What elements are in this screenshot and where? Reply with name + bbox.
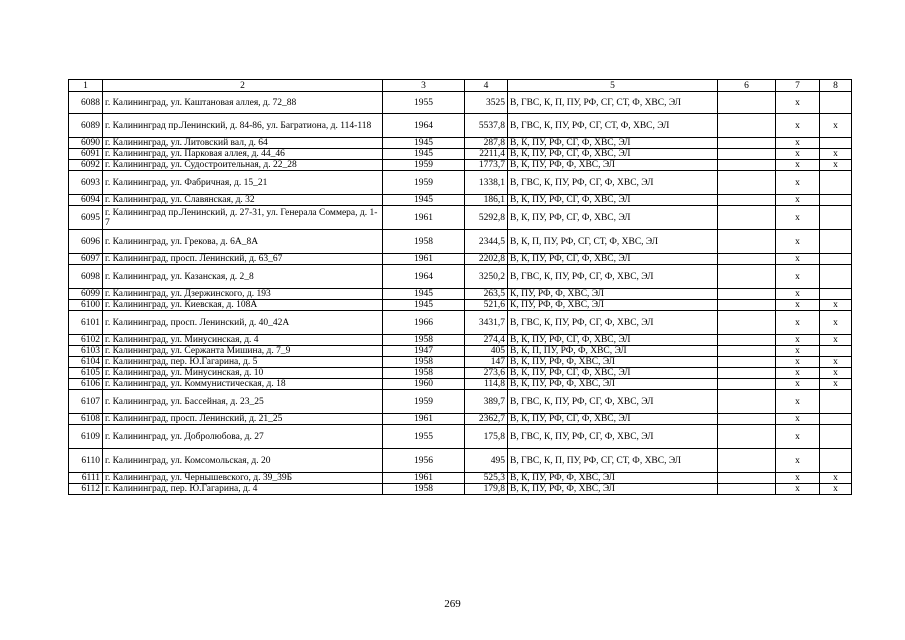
row-area: 521,6 (465, 300, 508, 311)
row-number: 6090 (69, 138, 103, 149)
row-utilities: В, ГВС, К, ПУ, РФ, СГ, Ф, ХВС, ЭЛ (508, 425, 718, 449)
row-col8-mark: x (820, 368, 852, 379)
row-year: 1958 (383, 368, 465, 379)
row-col8-mark: x (820, 484, 852, 495)
row-col6 (718, 390, 776, 414)
table-row (69, 289, 852, 300)
table-row (69, 311, 852, 335)
row-utilities: В, К, ПУ, РФ, СГ, Ф, ХВС, ЭЛ (508, 195, 718, 206)
row-area: 287,8 (465, 138, 508, 149)
row-area: 3525 (465, 92, 508, 114)
row-area: 186,1 (465, 195, 508, 206)
row-year: 1945 (383, 149, 465, 160)
row-col7-mark: x (776, 171, 820, 195)
row-col8-mark: x (820, 311, 852, 335)
row-address: г. Калининград, ул. Парковая аллея, д. 44_46 (103, 149, 383, 160)
row-utilities: В, ГВС, К, П, ПУ, РФ, СГ, СТ, Ф, ХВС, ЭЛ (508, 92, 718, 114)
row-col6 (718, 254, 776, 265)
row-utilities: В, К, ПУ, РФ, СГ, Ф, ХВС, ЭЛ (508, 335, 718, 346)
row-address: г. Калининград, просп. Ленинский, д. 63_67 (103, 254, 383, 265)
row-area: 525,3 (465, 473, 508, 484)
row-col6 (718, 379, 776, 390)
row-number: 6108 (69, 414, 103, 425)
row-year: 1947 (383, 346, 465, 357)
row-col8-mark (820, 425, 852, 449)
row-col7-mark: x (776, 484, 820, 495)
row-col8-mark: x (820, 300, 852, 311)
row-col7-mark: x (776, 300, 820, 311)
row-area: 5292,8 (465, 206, 508, 230)
row-col8-mark (820, 265, 852, 289)
row-number: 6107 (69, 390, 103, 414)
row-col7-mark: x (776, 206, 820, 230)
row-address: г. Калининград, ул. Коммунистическая, д. 18 (103, 379, 383, 390)
row-address: г. Калининград, ул. Добролюбова, д. 27 (103, 425, 383, 449)
row-year: 1961 (383, 206, 465, 230)
column-header-2: 2 (103, 80, 383, 92)
row-col7-mark: x (776, 390, 820, 414)
row-col6 (718, 206, 776, 230)
row-utilities: В, ГВС, К, ПУ, РФ, СГ, Ф, ХВС, ЭЛ (508, 265, 718, 289)
row-number: 6088 (69, 92, 103, 114)
row-area: 263,5 (465, 289, 508, 300)
row-number: 6092 (69, 160, 103, 171)
row-address: г. Калининград пр.Ленинский, д. 27-31, ул. Генерала Соммера, д. 1-7 (103, 206, 383, 230)
row-col6 (718, 368, 776, 379)
table-row (69, 230, 852, 254)
column-header-1: 1 (69, 80, 103, 92)
row-col8-mark: x (820, 473, 852, 484)
table-body (69, 80, 852, 495)
row-col8-mark (820, 289, 852, 300)
row-number: 6103 (69, 346, 103, 357)
row-col7-mark: x (776, 357, 820, 368)
row-address: г. Калининград, ул. Сержанта Мишина, д. 7_9 (103, 346, 383, 357)
row-address: г. Калининград, ул. Судостроительная, д. 22_28 (103, 160, 383, 171)
row-year: 1959 (383, 160, 465, 171)
row-col6 (718, 335, 776, 346)
row-address: г. Калининград, ул. Минусинская, д. 10 (103, 368, 383, 379)
row-number: 6104 (69, 357, 103, 368)
row-col8-mark: x (820, 160, 852, 171)
row-area: 389,7 (465, 390, 508, 414)
row-number: 6096 (69, 230, 103, 254)
row-col7-mark: x (776, 289, 820, 300)
row-col8-mark: x (820, 357, 852, 368)
row-address: г. Калининград, ул. Грекова, д. 6А_8А (103, 230, 383, 254)
row-utilities: В, К, ПУ, РФ, Ф, ХВС, ЭЛ (508, 357, 718, 368)
row-year: 1964 (383, 114, 465, 138)
row-number: 6101 (69, 311, 103, 335)
row-utilities: В, ГВС, К, ПУ, РФ, СГ, Ф, ХВС, ЭЛ (508, 390, 718, 414)
row-col7-mark: x (776, 368, 820, 379)
row-address: г. Калининград, просп. Ленинский, д. 40_42А (103, 311, 383, 335)
row-number: 6102 (69, 335, 103, 346)
row-col6 (718, 230, 776, 254)
row-utilities: В, ГВС, К, П, ПУ, РФ, СГ, СТ, Ф, ХВС, ЭЛ (508, 449, 718, 473)
table-header-row (69, 80, 852, 92)
row-number: 6106 (69, 379, 103, 390)
row-year: 1955 (383, 92, 465, 114)
row-utilities: К, ПУ, РФ, Ф, ХВС, ЭЛ (508, 289, 718, 300)
row-col7-mark: x (776, 160, 820, 171)
row-year: 1961 (383, 414, 465, 425)
row-col8-mark: x (820, 149, 852, 160)
row-col7-mark: x (776, 230, 820, 254)
row-col6 (718, 149, 776, 160)
row-area: 495 (465, 449, 508, 473)
row-address: г. Калининград, ул. Киевская, д. 108А (103, 300, 383, 311)
row-col6 (718, 289, 776, 300)
row-utilities: В, К, ПУ, РФ, Ф, ХВС, ЭЛ (508, 473, 718, 484)
row-col7-mark: x (776, 138, 820, 149)
row-col6 (718, 449, 776, 473)
row-col7-mark: x (776, 414, 820, 425)
row-number: 6098 (69, 265, 103, 289)
row-area: 1338,1 (465, 171, 508, 195)
row-year: 1945 (383, 300, 465, 311)
row-number: 6111 (69, 473, 103, 484)
row-address: г. Калининград, ул. Фабричная, д. 15_21 (103, 171, 383, 195)
row-year: 1959 (383, 171, 465, 195)
row-address: г. Калининград, ул. Казанская, д. 2_8 (103, 265, 383, 289)
row-utilities: В, К, ПУ, РФ, СГ, Ф, ХВС, ЭЛ (508, 254, 718, 265)
table-row (69, 195, 852, 206)
housing-register-table (68, 79, 852, 495)
row-number: 6100 (69, 300, 103, 311)
row-col6 (718, 484, 776, 495)
row-number: 6099 (69, 289, 103, 300)
row-address: г. Калининград, просп. Ленинский, д. 21_25 (103, 414, 383, 425)
row-address: г. Калининград, пер. Ю.Гагарина, д. 4 (103, 484, 383, 495)
row-col8-mark (820, 414, 852, 425)
row-number: 6089 (69, 114, 103, 138)
row-address: г. Калининград, ул. Комсомольская, д. 20 (103, 449, 383, 473)
table-row (69, 335, 852, 346)
row-col6 (718, 414, 776, 425)
row-col6 (718, 195, 776, 206)
row-col7-mark: x (776, 92, 820, 114)
row-col8-mark (820, 195, 852, 206)
row-number: 6105 (69, 368, 103, 379)
row-utilities: В, К, ПУ, РФ, Ф, ХВС, ЭЛ (508, 379, 718, 390)
row-number: 6110 (69, 449, 103, 473)
row-area: 2211,4 (465, 149, 508, 160)
row-address: г. Калининград, ул. Каштановая аллея, д. 72_88 (103, 92, 383, 114)
row-area: 2362,7 (465, 414, 508, 425)
table-row (69, 425, 852, 449)
column-header-5: 5 (508, 80, 718, 92)
table-row (69, 484, 852, 495)
column-header-4: 4 (465, 80, 508, 92)
row-area: 114,8 (465, 379, 508, 390)
row-address: г. Калининград, ул. Чернышевского, д. 39_39Б (103, 473, 383, 484)
row-utilities: В, ГВС, К, ПУ, РФ, СГ, СТ, Ф, ХВС, ЭЛ (508, 114, 718, 138)
row-col6 (718, 346, 776, 357)
row-col8-mark (820, 206, 852, 230)
row-number: 6109 (69, 425, 103, 449)
row-utilities: В, К, П, ПУ, РФ, СГ, СТ, Ф, ХВС, ЭЛ (508, 230, 718, 254)
row-number: 6112 (69, 484, 103, 495)
row-col7-mark: x (776, 379, 820, 390)
row-area: 179,8 (465, 484, 508, 495)
table-row (69, 254, 852, 265)
row-address: г. Калининград, ул. Бассейная, д. 23_25 (103, 390, 383, 414)
row-col8-mark: x (820, 114, 852, 138)
row-utilities: К, ПУ, РФ, Ф, ХВС, ЭЛ (508, 300, 718, 311)
row-address: г. Калининград, ул. Литовский вал, д. 64 (103, 138, 383, 149)
row-address: г. Калининград, ул. Дзержинского, д. 193 (103, 289, 383, 300)
table-row (69, 357, 852, 368)
row-number: 6091 (69, 149, 103, 160)
row-col6 (718, 114, 776, 138)
row-address: г. Калининград, пер. Ю.Гагарина, д. 5 (103, 357, 383, 368)
row-year: 1961 (383, 473, 465, 484)
row-area: 1773,7 (465, 160, 508, 171)
row-col6 (718, 92, 776, 114)
row-utilities: В, К, ПУ, РФ, СГ, Ф, ХВС, ЭЛ (508, 206, 718, 230)
row-address: г. Калининград пр.Ленинский, д. 84-86, ул. Багратиона, д. 114-118 (103, 114, 383, 138)
row-col8-mark (820, 230, 852, 254)
column-header-7: 7 (776, 80, 820, 92)
table-row (69, 346, 852, 357)
row-col8-mark (820, 92, 852, 114)
table-row (69, 390, 852, 414)
row-col7-mark: x (776, 311, 820, 335)
row-year: 1956 (383, 449, 465, 473)
row-col7-mark: x (776, 149, 820, 160)
table-row (69, 473, 852, 484)
row-year: 1959 (383, 390, 465, 414)
row-year: 1960 (383, 379, 465, 390)
row-col6 (718, 300, 776, 311)
table-row (69, 149, 852, 160)
row-area: 3250,2 (465, 265, 508, 289)
row-col6 (718, 473, 776, 484)
row-col6 (718, 265, 776, 289)
row-col6 (718, 171, 776, 195)
row-year: 1958 (383, 335, 465, 346)
table-row (69, 92, 852, 114)
row-col8-mark (820, 449, 852, 473)
table-row (69, 265, 852, 289)
row-utilities: В, ГВС, К, ПУ, РФ, СГ, Ф, ХВС, ЭЛ (508, 171, 718, 195)
row-year: 1958 (383, 357, 465, 368)
row-utilities: В, ГВС, К, ПУ, РФ, СГ, Ф, ХВС, ЭЛ (508, 311, 718, 335)
table-row (69, 160, 852, 171)
row-area: 3431,7 (465, 311, 508, 335)
row-year: 1964 (383, 265, 465, 289)
table-row (69, 138, 852, 149)
row-col6 (718, 311, 776, 335)
row-col7-mark: x (776, 195, 820, 206)
row-utilities: В, К, ПУ, РФ, СГ, Ф, ХВС, ЭЛ (508, 149, 718, 160)
row-utilities: В, К, ПУ, РФ, Ф, ХВС, ЭЛ (508, 484, 718, 495)
table-row (69, 114, 852, 138)
row-year: 1961 (383, 254, 465, 265)
row-col8-mark: x (820, 379, 852, 390)
row-area: 2202,8 (465, 254, 508, 265)
table-row (69, 414, 852, 425)
row-number: 6093 (69, 171, 103, 195)
row-area: 405 (465, 346, 508, 357)
row-col6 (718, 425, 776, 449)
row-number: 6094 (69, 195, 103, 206)
row-number: 6095 (69, 206, 103, 230)
row-col8-mark (820, 171, 852, 195)
row-col6 (718, 138, 776, 149)
row-area: 2344,5 (465, 230, 508, 254)
row-col7-mark: x (776, 346, 820, 357)
table-row (69, 368, 852, 379)
table-row (69, 171, 852, 195)
row-utilities: В, К, ПУ, РФ, СГ, Ф, ХВС, ЭЛ (508, 138, 718, 149)
row-col8-mark (820, 346, 852, 357)
row-col8-mark: x (820, 335, 852, 346)
row-area: 5537,8 (465, 114, 508, 138)
table-row (69, 300, 852, 311)
row-col6 (718, 357, 776, 368)
row-col7-mark: x (776, 114, 820, 138)
row-col7-mark: x (776, 449, 820, 473)
row-year: 1958 (383, 484, 465, 495)
row-col8-mark (820, 390, 852, 414)
row-col7-mark: x (776, 265, 820, 289)
row-year: 1955 (383, 425, 465, 449)
row-col8-mark (820, 138, 852, 149)
row-year: 1966 (383, 311, 465, 335)
row-col7-mark: x (776, 335, 820, 346)
column-header-6: 6 (718, 80, 776, 92)
row-col6 (718, 160, 776, 171)
row-area: 175,8 (465, 425, 508, 449)
row-utilities: В, К, ПУ, РФ, Ф, ХВС, ЭЛ (508, 160, 718, 171)
table-row (69, 379, 852, 390)
row-year: 1958 (383, 230, 465, 254)
row-year: 1945 (383, 289, 465, 300)
row-area: 274,4 (465, 335, 508, 346)
row-area: 273,6 (465, 368, 508, 379)
row-address: г. Калининград, ул. Минусинская, д. 4 (103, 335, 383, 346)
row-utilities: В, К, ПУ, РФ, СГ, Ф, ХВС, ЭЛ (508, 368, 718, 379)
table-row (69, 206, 852, 230)
row-address: г. Калининград, ул. Славянская, д. 32 (103, 195, 383, 206)
row-utilities: В, К, П, ПУ, РФ, Ф, ХВС, ЭЛ (508, 346, 718, 357)
row-year: 1945 (383, 138, 465, 149)
column-header-8: 8 (820, 80, 852, 92)
row-col7-mark: x (776, 425, 820, 449)
page-number: 269 (444, 598, 461, 610)
row-area: 147 (465, 357, 508, 368)
row-utilities: В, К, ПУ, РФ, СГ, Ф, ХВС, ЭЛ (508, 414, 718, 425)
table-row (69, 449, 852, 473)
column-header-3: 3 (383, 80, 465, 92)
row-col7-mark: x (776, 473, 820, 484)
row-col7-mark: x (776, 254, 820, 265)
row-col8-mark (820, 254, 852, 265)
row-number: 6097 (69, 254, 103, 265)
row-year: 1945 (383, 195, 465, 206)
